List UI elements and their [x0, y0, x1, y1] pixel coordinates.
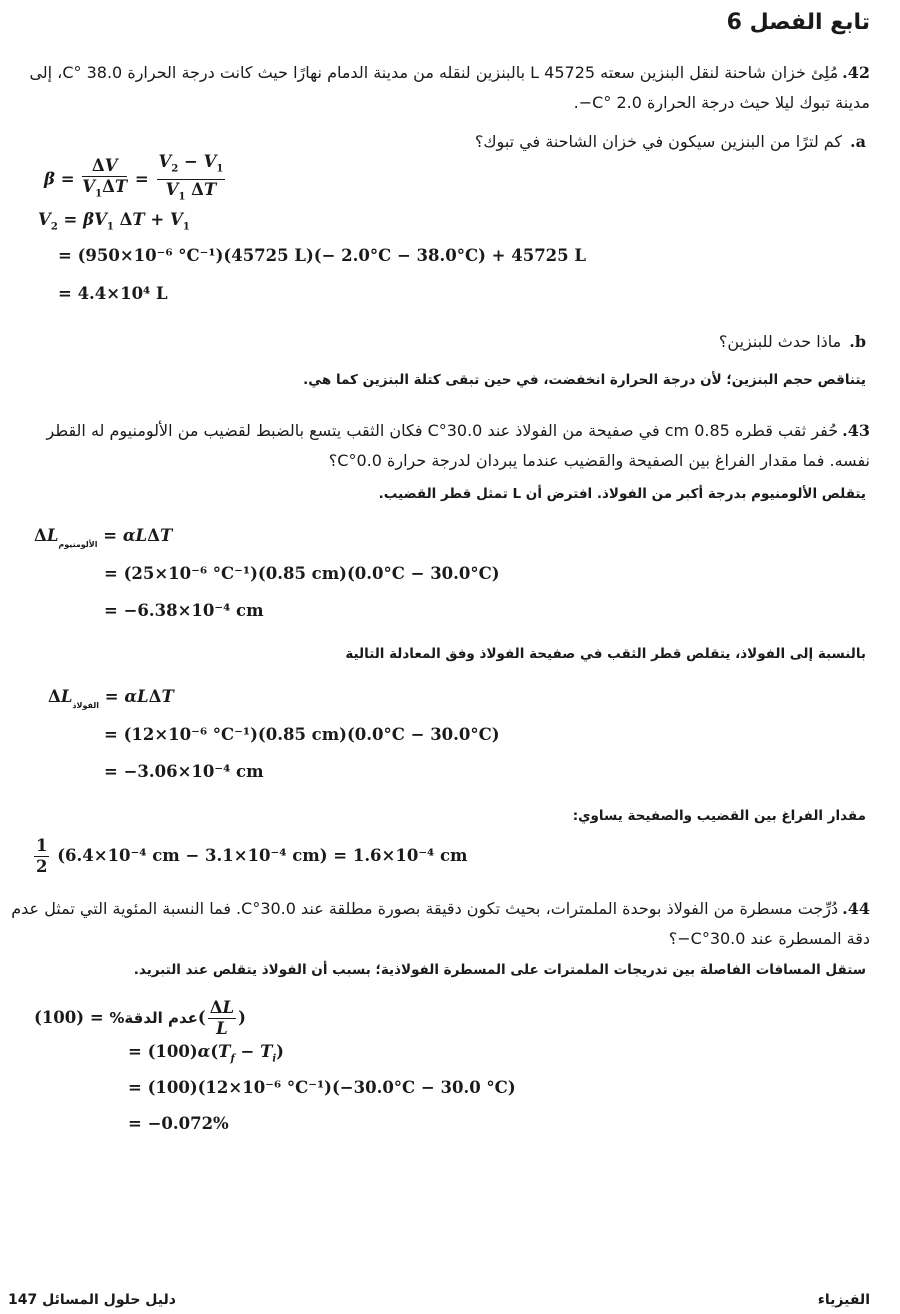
- q44-result: = −0.072%: [128, 1114, 229, 1133]
- gap-equation: $\frac{1}{2}$ (6.4×10⁻⁴ cm − 3.1×10⁻⁴ cm) = 1.6×10⁻⁴ cm: [36, 836, 468, 876]
- question-text: حُفر ثقب قطره 0.85 cm في صفيحة من الفولاذ عند 30.0°C فكان الثقب يتسع بالضبط لقضيب من الألومنيوم له القطر نفسه. فما مقدار الفراغ بين الصفيحة والقضيب عندما يبردان لدرجة حرارة 0.0°C؟: [46, 421, 870, 470]
- question-number: 42.: [842, 63, 870, 82]
- q42-result: = 4.4×10⁴ L: [58, 284, 168, 303]
- delta-l-steel: $\Delta L_{الفولاذ} = \alpha L\Delta T$: [48, 687, 174, 710]
- part-letter: a.: [850, 132, 866, 151]
- al-calc-line: = (25×10⁻⁶ °C⁻¹)(0.85 cm)(0.0°C − 30.0°C): [104, 564, 500, 583]
- q44-alpha-line: = $(100)\alpha(T_f - T_i)$: [128, 1042, 284, 1065]
- part-text: كم لترًا من البنزين سيكون في خزان الشاحنة في تبوك؟: [474, 132, 843, 151]
- question-43: [8, 416, 870, 476]
- gap-equation-text: (6.4×10⁻⁴ cm − 3.1×10⁻⁴ cm) = 1.6×10⁻⁴ cm: [57, 846, 468, 865]
- question-number: 44.: [842, 899, 870, 918]
- beta-formula: β = $\frac{\Delta V}{V_1\Delta T}$ = $\frac{V_2 - V_1}{V_1 \Delta T}$: [44, 152, 224, 203]
- question-number: 43.: [842, 421, 870, 440]
- question-44: [8, 894, 870, 954]
- question-text: دُرِّجت مسطرة من الفولاذ بوحدة الملمترات، بحيث تكون دقيقة بصورة مطلقة عند 30.0°C. فما النسبة المئوية التي تمثل عدم دقة المسطرة عند 30.0°C−؟: [11, 899, 870, 948]
- question-42b: [719, 328, 866, 356]
- subscript-steel: الفولاذ: [72, 701, 100, 710]
- q44-note: ستقل المسافات الفاصلة بين تدريجات الملمترات على المسطرة الفولاذية؛ بسبب أن الفولاذ يتقلص عند التبريد.: [133, 962, 866, 978]
- q42-calc-line: = (950×10⁻⁶ °C⁻¹)(45725 L)(− 2.0°C − 38.0°C) + 45725 L: [58, 246, 586, 265]
- part-text: ماذا حدث للبنزين؟: [718, 332, 842, 351]
- question-42a: [475, 128, 866, 156]
- q44-calc-line: = (100)(12×10⁻⁶ °C⁻¹)(−30.0°C − 30.0 °C): [128, 1078, 516, 1097]
- question-text: مُلِئ خزان شاحنة لنقل البنزين سعته 45725 L بالبنزين لنقله من مدينة الدمام نهارًا حيث كانت درجة الحرارة 38.0 °C، إلى مدينة تبوك ليلا حيث درجة الحرارة 2.0 °C−.: [29, 63, 870, 112]
- gap-note: مقدار الفراغ بين القضيب والصفيحة يساوي:: [572, 808, 866, 824]
- steel-result: = −3.06×10⁻⁴ cm: [104, 762, 264, 781]
- al-result: = −6.38×10⁻⁴ cm: [104, 601, 264, 620]
- page-title: تابع الفصل 6: [726, 10, 870, 35]
- part-letter: b.: [849, 332, 866, 351]
- subscript-aluminum: الألومنيوم: [58, 540, 98, 549]
- steel-calc-line: = (12×10⁻⁶ °C⁻¹)(0.85 cm)(0.0°C − 30.0°C): [104, 725, 500, 744]
- inaccuracy-formula: عدم الدقة% = (100)( $\frac{\Delta L}{L}$ ): [34, 998, 246, 1038]
- steel-note: بالنسبة إلى الفولاذ، يتقلص قطر الثقب في صفيحة الفولاذ وفق المعادلة التالية: [345, 646, 866, 662]
- delta-l-aluminum: $\Delta L_{الألومنيوم} = \alpha L\Delta T$: [34, 526, 173, 549]
- footer-guide: دليل حلول المسائل 147: [8, 1292, 176, 1308]
- inaccuracy-label: عدم الدقة%: [109, 1009, 198, 1027]
- v2-formula: $V_2 = \beta V_1$ $\Delta T + V_1$: [38, 210, 190, 233]
- footer-subject: الفيزياء: [817, 1292, 870, 1308]
- q43-note: يتقلص الألومنيوم بدرجة أكبر من الفولاذ. افترض أن L تمثل قطر القضيب.: [378, 486, 866, 502]
- q42b-answer: يتناقص حجم البنزين؛ لأن درجة الحرارة انخفضت، في حين تبقى كتلة البنزين كما هي.: [303, 372, 866, 388]
- question-42: [8, 58, 870, 118]
